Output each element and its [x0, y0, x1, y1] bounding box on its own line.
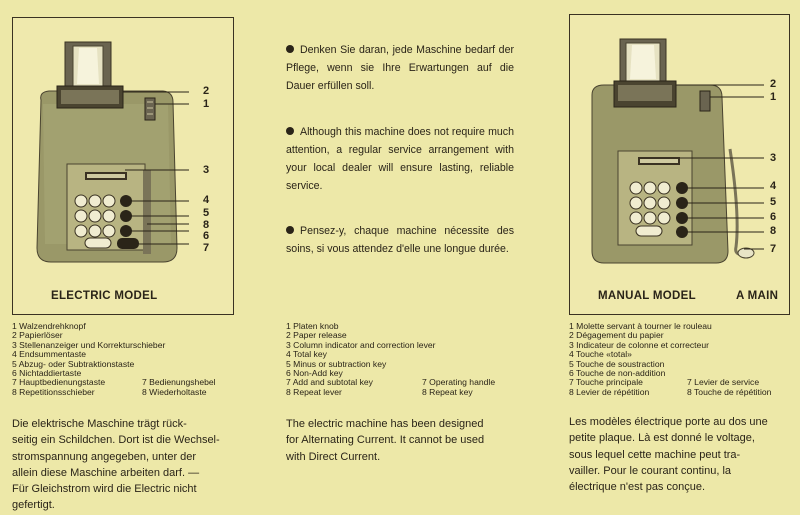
legend-item: 4 Touche «total» [569, 349, 632, 360]
legend-row [12, 388, 262, 397]
manual-model-label: MANUAL MODEL [598, 290, 696, 302]
callout-6: 6 [769, 211, 777, 223]
legend-item: 4 Total key [286, 349, 327, 360]
legend-item: 5 Minus or subtraction key [286, 358, 387, 369]
bullet-icon [286, 45, 294, 53]
legend-item: 2 Paper release [286, 330, 347, 341]
legend-french [569, 322, 797, 397]
legend-item: 1 Molette servant à tourner le rouleau [569, 321, 712, 331]
paragraph-line: allein diese Maschine arbeiten darf. — [12, 466, 200, 479]
legend-item: 6 Nichtaddiertaste [12, 367, 82, 378]
paragraph-line: petite plaque. Là est donné le voltage, [569, 432, 755, 445]
paragraph-line: Die elektrische Maschine trägt rück- [12, 418, 187, 430]
legend-item: 5 Touche de soustraction [569, 358, 665, 369]
legend-item: 8 Repeat lever [286, 386, 342, 397]
english-note [286, 123, 514, 195]
german-note-text: Denken Sie daran, jede Maschine bedarf der Pflege, wenn sie Ihre Erwartungen auf die Dauer erfüllen soll. [286, 44, 514, 92]
legend-item: 1 Platen knob [286, 321, 339, 331]
legend-item: 7 Bedienungshebel [142, 377, 216, 388]
bullet-icon [286, 127, 294, 135]
paragraph-french [569, 414, 797, 495]
callout-1: 1 [202, 98, 210, 110]
electric-model-label: ELECTRIC MODEL [51, 290, 158, 302]
legend-item: 4 Endsummentaste [12, 349, 87, 360]
callout-8: 8 [769, 225, 777, 237]
paragraph-line: for Alternating Current. It cannot be used [286, 434, 485, 447]
callout-6: 6 [202, 230, 210, 242]
paragraph-line: vailler. Pour le courant continu, la [569, 464, 732, 477]
legend-item: 2 Dégagement du papier [569, 330, 664, 341]
paragraph-line: Les modèles électrique porte au dos une [569, 416, 768, 428]
paragraph-line: sous lequel cette machine peut tra- [569, 448, 741, 461]
callout-4: 4 [202, 194, 210, 206]
legend-item: 7 Levier de service [687, 377, 760, 388]
legend-item: 8 Repetitionsschieber [12, 386, 95, 397]
callout-3: 3 [202, 164, 210, 176]
legend-item: 8 Repeat key [422, 386, 473, 397]
legend-row [569, 388, 797, 397]
callout-5: 5 [769, 196, 777, 208]
callout-2: 2 [769, 78, 777, 90]
manual-model-panel [569, 14, 790, 315]
legend-item: 2 Papierlöser [12, 330, 63, 341]
legend-item: 8 Wiederholtaste [142, 386, 207, 397]
english-note-text: Although this machine does not require much attention, a regular service arrangement with your local dealer will ensure lasting, reliable service. [286, 126, 514, 192]
legend-item: 1 Walzendrehknopf [12, 321, 86, 331]
french-note-text: Pensez-y, chaque machine nécessite des soins, si vous attendez d'elle une longue durée. [286, 225, 514, 255]
german-note [286, 41, 514, 95]
paragraph-line: The electric machine has been designed [286, 418, 484, 430]
legend-item: 8 Levier de répétition [569, 386, 650, 397]
electric-model-panel [12, 17, 234, 315]
callout-2: 2 [202, 85, 210, 97]
french-note [286, 222, 514, 258]
paragraph-line: Für Gleichstrom wird die Electric nicht [12, 483, 197, 496]
a-main-label: A MAIN [736, 290, 779, 302]
legend-item: 3 Stellenanzeiger und Korrekturschieber [12, 339, 166, 350]
callout-5: 5 [202, 207, 210, 219]
callout-7: 7 [769, 243, 777, 255]
legend-item: 8 Touche de répétition [687, 386, 772, 397]
legend-row [286, 388, 526, 397]
callout-7: 7 [202, 242, 210, 254]
legend-item: 3 Column indicator and correction lever [286, 339, 436, 350]
legend-item: 6 Touche de non-addition [569, 367, 666, 378]
bullet-icon [286, 226, 294, 234]
legend-item: 7 Add and subtotal key [286, 377, 373, 388]
legend-english [286, 322, 526, 397]
paragraph-line: électrique n'est pas conçue. [569, 481, 706, 494]
manual-machine-illustration [570, 15, 789, 314]
legend-item: 5 Abzug- oder Subtraktionstaste [12, 358, 135, 369]
paragraph-line: gefertigt. [12, 499, 55, 512]
callout-1: 1 [769, 91, 777, 103]
paragraph-line: seitig ein Schildchen. Dort ist die Wechsel- [12, 434, 220, 447]
legend-item: 6 Non-Add key [286, 367, 343, 378]
legend-item: 7 Touche principale [569, 377, 643, 388]
paragraph-german [12, 416, 252, 514]
callout-4: 4 [769, 180, 777, 192]
callout-3: 3 [769, 152, 777, 164]
callout-8: 8 [202, 219, 210, 231]
legend-german [12, 322, 262, 397]
paragraph-line: with Direct Current. [286, 450, 381, 463]
legend-item: 7 Operating handle [422, 377, 496, 388]
paragraph-line: stromspannung angegeben, unter der [12, 450, 197, 463]
paragraph-english [286, 416, 526, 465]
legend-item: 7 Hauptbedienungstaste [12, 377, 106, 388]
legend-item: 3 Indicateur de colonne et correcteur [569, 339, 709, 350]
